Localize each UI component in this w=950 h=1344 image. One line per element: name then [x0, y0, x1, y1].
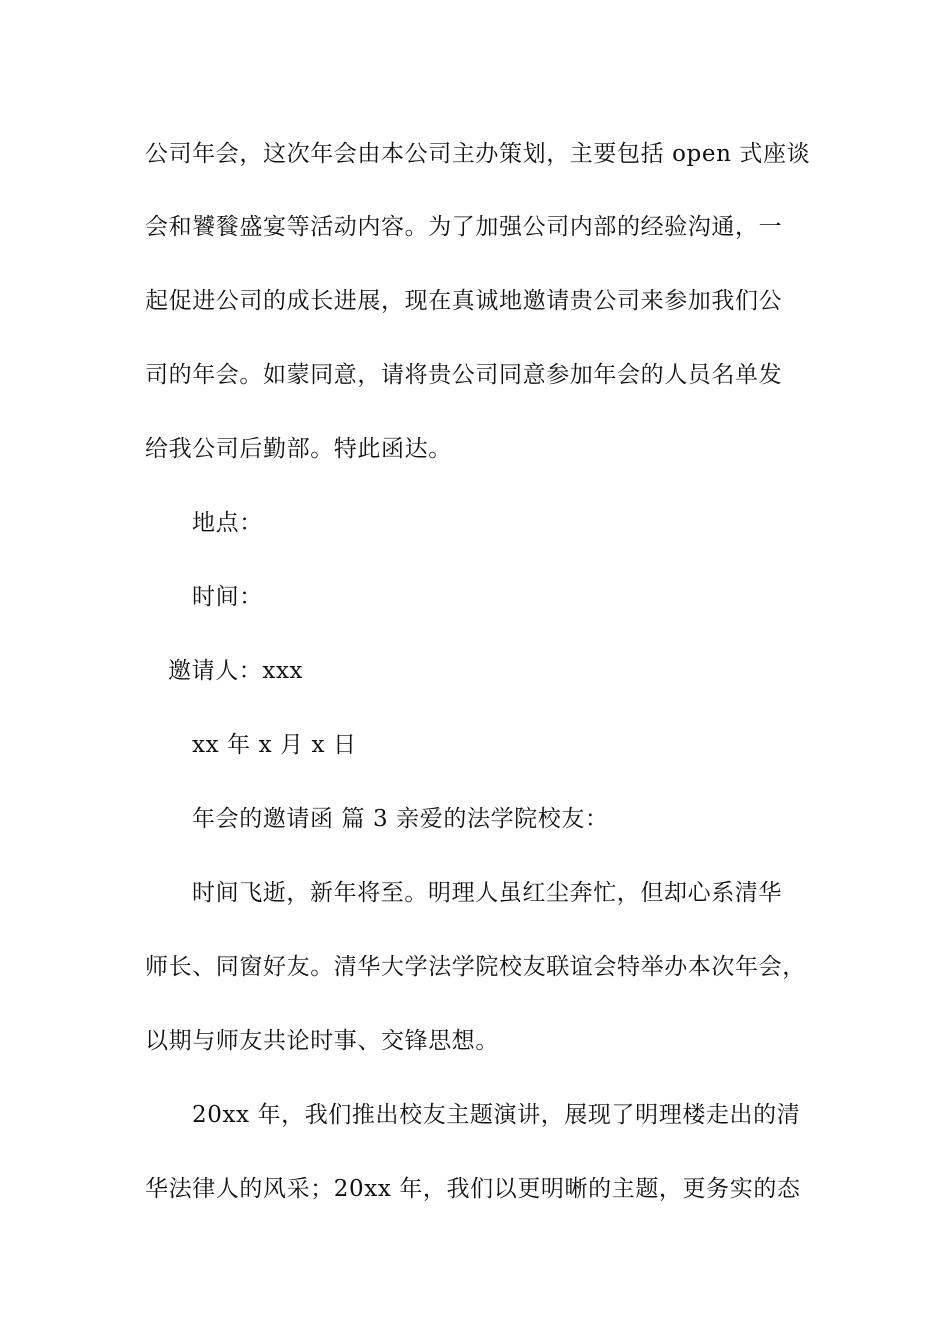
time-label: 时间： [192, 584, 263, 610]
location-label: 地点： [192, 510, 263, 536]
paragraph-line-7: 师长、同窗好友。清华大学法学院校友联谊会特举办本次年会， [145, 954, 806, 980]
paragraph-line-9: 20xx 年，我们推出校友主题演讲，展现了明理楼走出的清 [192, 1102, 801, 1128]
paragraph-line-8: 以期与师友共论时事、交锋思想。 [145, 1028, 499, 1054]
section-heading: 年会的邀请函 篇 3 亲爱的法学院校友： [192, 806, 609, 832]
date-line: xx 年 x 月 x 日 [192, 732, 357, 758]
paragraph-line-6: 时间飞逝，新年将至。明理人虽红尘奔忙，但却心系清华 [192, 880, 782, 906]
inviter-label: 邀请人：xxx [168, 658, 304, 684]
paragraph-line-4: 司的年会。如蒙同意，请将贵公司同意参加年会的人员名单发 [145, 362, 783, 388]
paragraph-line-3: 起促进公司的成长进展，现在真诚地邀请贵公司来参加我们公 [145, 288, 783, 314]
paragraph-line-2: 会和饕餮盛宴等活动内容。为了加强公司内部的经验沟通，一 [145, 214, 783, 240]
paragraph-line-5: 给我公司后勤部。特此函达。 [145, 436, 452, 462]
paragraph-line-1: 公司年会，这次年会由本公司主办策划，主要包括 open 式座谈 [145, 141, 811, 167]
paragraph-line-10: 华法律人的风采；20xx 年，我们以更明晰的主题，更务实的态 [145, 1176, 801, 1202]
